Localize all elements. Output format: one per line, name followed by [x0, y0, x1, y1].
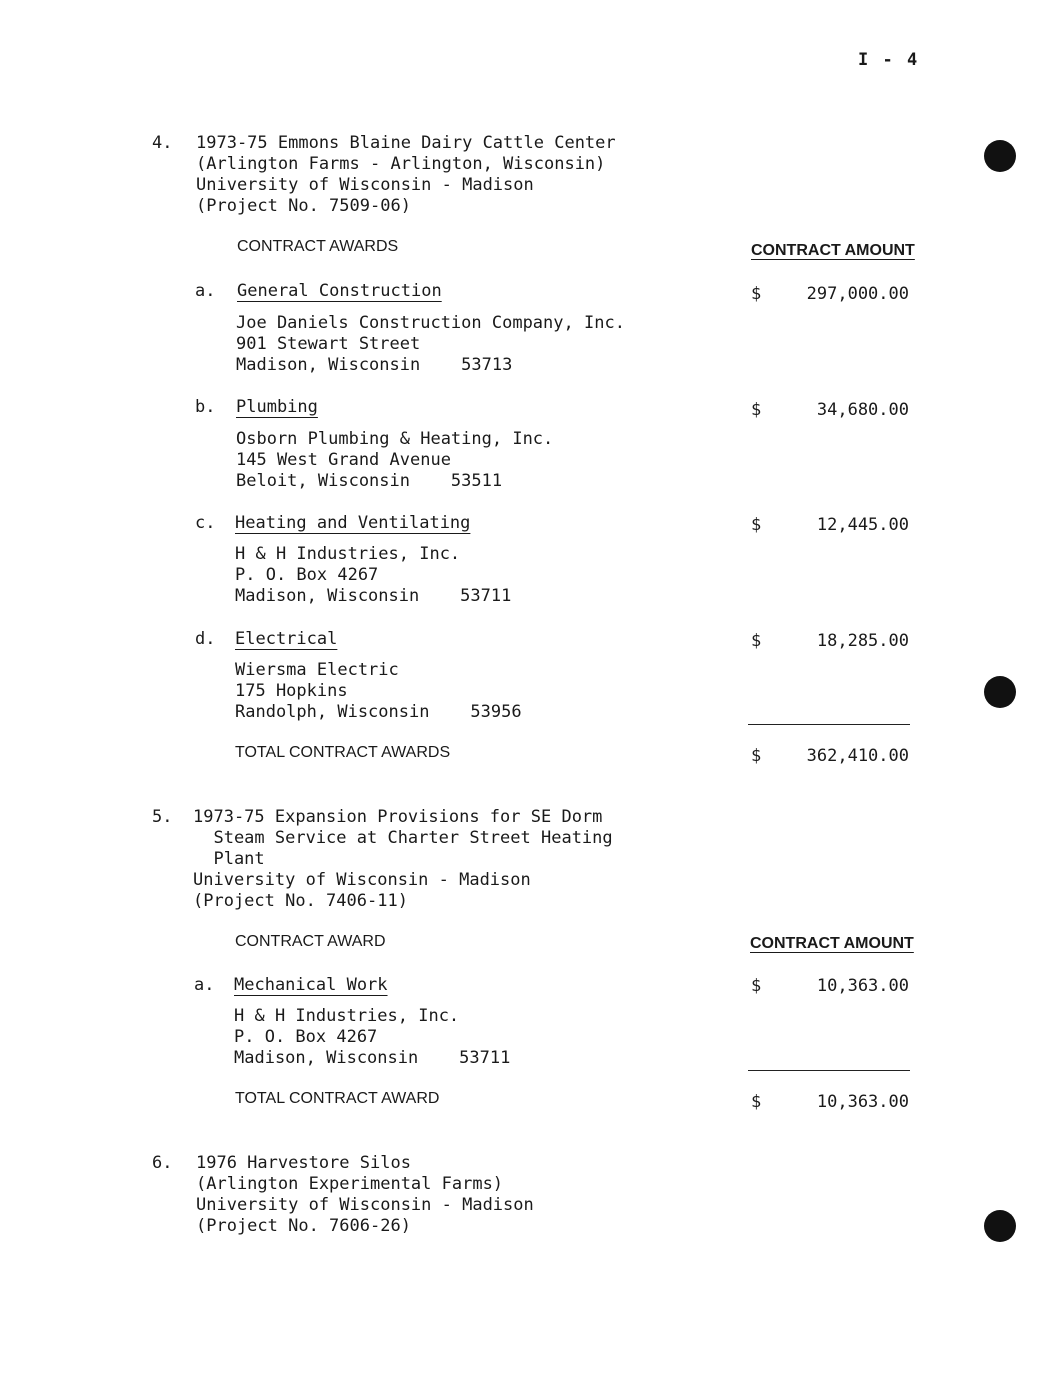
- contractor-city: Madison, Wisconsin 53711: [234, 1048, 511, 1068]
- total-amount: 10,363.00: [816, 1092, 909, 1112]
- total-label: TOTAL CONTRACT AWARD: [235, 1090, 440, 1107]
- project-institution: University of Wisconsin - Madison: [196, 1195, 534, 1215]
- project-institution: University of Wisconsin - Madison: [196, 175, 534, 195]
- punch-hole: [984, 1210, 1016, 1242]
- item-category: Electrical: [235, 629, 338, 649]
- project-title: 1973-75 Expansion Provisions for SE Dorm: [193, 807, 603, 827]
- project-number: 4.: [152, 133, 173, 153]
- item-letter: b.: [195, 397, 216, 417]
- contractor-street: P. O. Box 4267: [234, 1027, 378, 1047]
- item-letter: d.: [195, 629, 216, 649]
- project-title-cont: Steam Service at Charter Street Heating: [193, 828, 613, 848]
- contract-award-header: CONTRACT AWARD: [235, 933, 386, 950]
- contract-awards-header: CONTRACT AWARDS: [237, 238, 399, 255]
- contractor-name: H & H Industries, Inc.: [234, 1006, 460, 1026]
- contractor-name: H & H Industries, Inc.: [235, 544, 461, 564]
- dollar-sign: $: [751, 1092, 762, 1112]
- project-number: 6.: [152, 1153, 173, 1173]
- item-amount: 10,363.00: [816, 976, 909, 996]
- item-category: Heating and Ventilating: [235, 513, 471, 533]
- dollar-sign: $: [751, 400, 762, 420]
- dollar-sign: $: [751, 631, 762, 651]
- contractor-name: Osborn Plumbing & Heating, Inc.: [236, 429, 554, 449]
- contract-amount-header: CONTRACT AMOUNT: [750, 935, 914, 952]
- dollar-sign: $: [751, 976, 762, 996]
- project-title: 1976 Harvestore Silos: [196, 1153, 411, 1173]
- punch-hole: [984, 676, 1016, 708]
- punch-hole: [984, 140, 1016, 172]
- item-category: Plumbing: [236, 397, 318, 417]
- contractor-street: 901 Stewart Street: [236, 334, 421, 354]
- dollar-sign: $: [751, 284, 762, 304]
- dollar-sign: $: [751, 515, 762, 535]
- item-category: Mechanical Work: [234, 975, 388, 995]
- item-letter: c.: [195, 513, 216, 533]
- contractor-city: Madison, Wisconsin 53711: [235, 586, 512, 606]
- project-title: 1973-75 Emmons Blaine Dairy Cattle Center: [196, 133, 616, 153]
- project-number: 5.: [152, 807, 173, 827]
- item-letter: a.: [194, 975, 215, 995]
- project-id: (Project No. 7406-11): [193, 891, 408, 911]
- total-label: TOTAL CONTRACT AWARDS: [235, 744, 451, 761]
- item-amount: 12,445.00: [816, 515, 909, 535]
- project-id: (Project No. 7606-26): [196, 1216, 411, 1236]
- project-title-cont: Plant: [193, 849, 265, 869]
- contractor-city: Beloit, Wisconsin 53511: [236, 471, 503, 491]
- project-institution: University of Wisconsin - Madison: [193, 870, 531, 890]
- contractor-city: Madison, Wisconsin 53713: [236, 355, 513, 375]
- contractor-name: Wiersma Electric: [235, 660, 399, 680]
- contractor-street: 145 West Grand Avenue: [236, 450, 451, 470]
- project-location: (Arlington Experimental Farms): [196, 1174, 504, 1194]
- total-rule: [748, 1070, 910, 1071]
- project-id: (Project No. 7509-06): [196, 196, 411, 216]
- total-amount: 362,410.00: [806, 746, 909, 766]
- item-amount: 18,285.00: [816, 631, 909, 651]
- item-amount: 34,680.00: [816, 400, 909, 420]
- total-rule: [748, 724, 910, 725]
- page-number: I - 4: [858, 50, 920, 70]
- item-letter: a.: [195, 281, 216, 301]
- item-amount: 297,000.00: [806, 284, 909, 304]
- contractor-street: P. O. Box 4267: [235, 565, 379, 585]
- contractor-city: Randolph, Wisconsin 53956: [235, 702, 522, 722]
- contractor-name: Joe Daniels Construction Company, Inc.: [236, 313, 625, 333]
- item-category: General Construction: [237, 281, 442, 301]
- contractor-street: 175 Hopkins: [235, 681, 348, 701]
- project-location: (Arlington Farms - Arlington, Wisconsin): [196, 154, 606, 174]
- dollar-sign: $: [751, 746, 762, 766]
- contract-amount-header: CONTRACT AMOUNT: [751, 242, 915, 259]
